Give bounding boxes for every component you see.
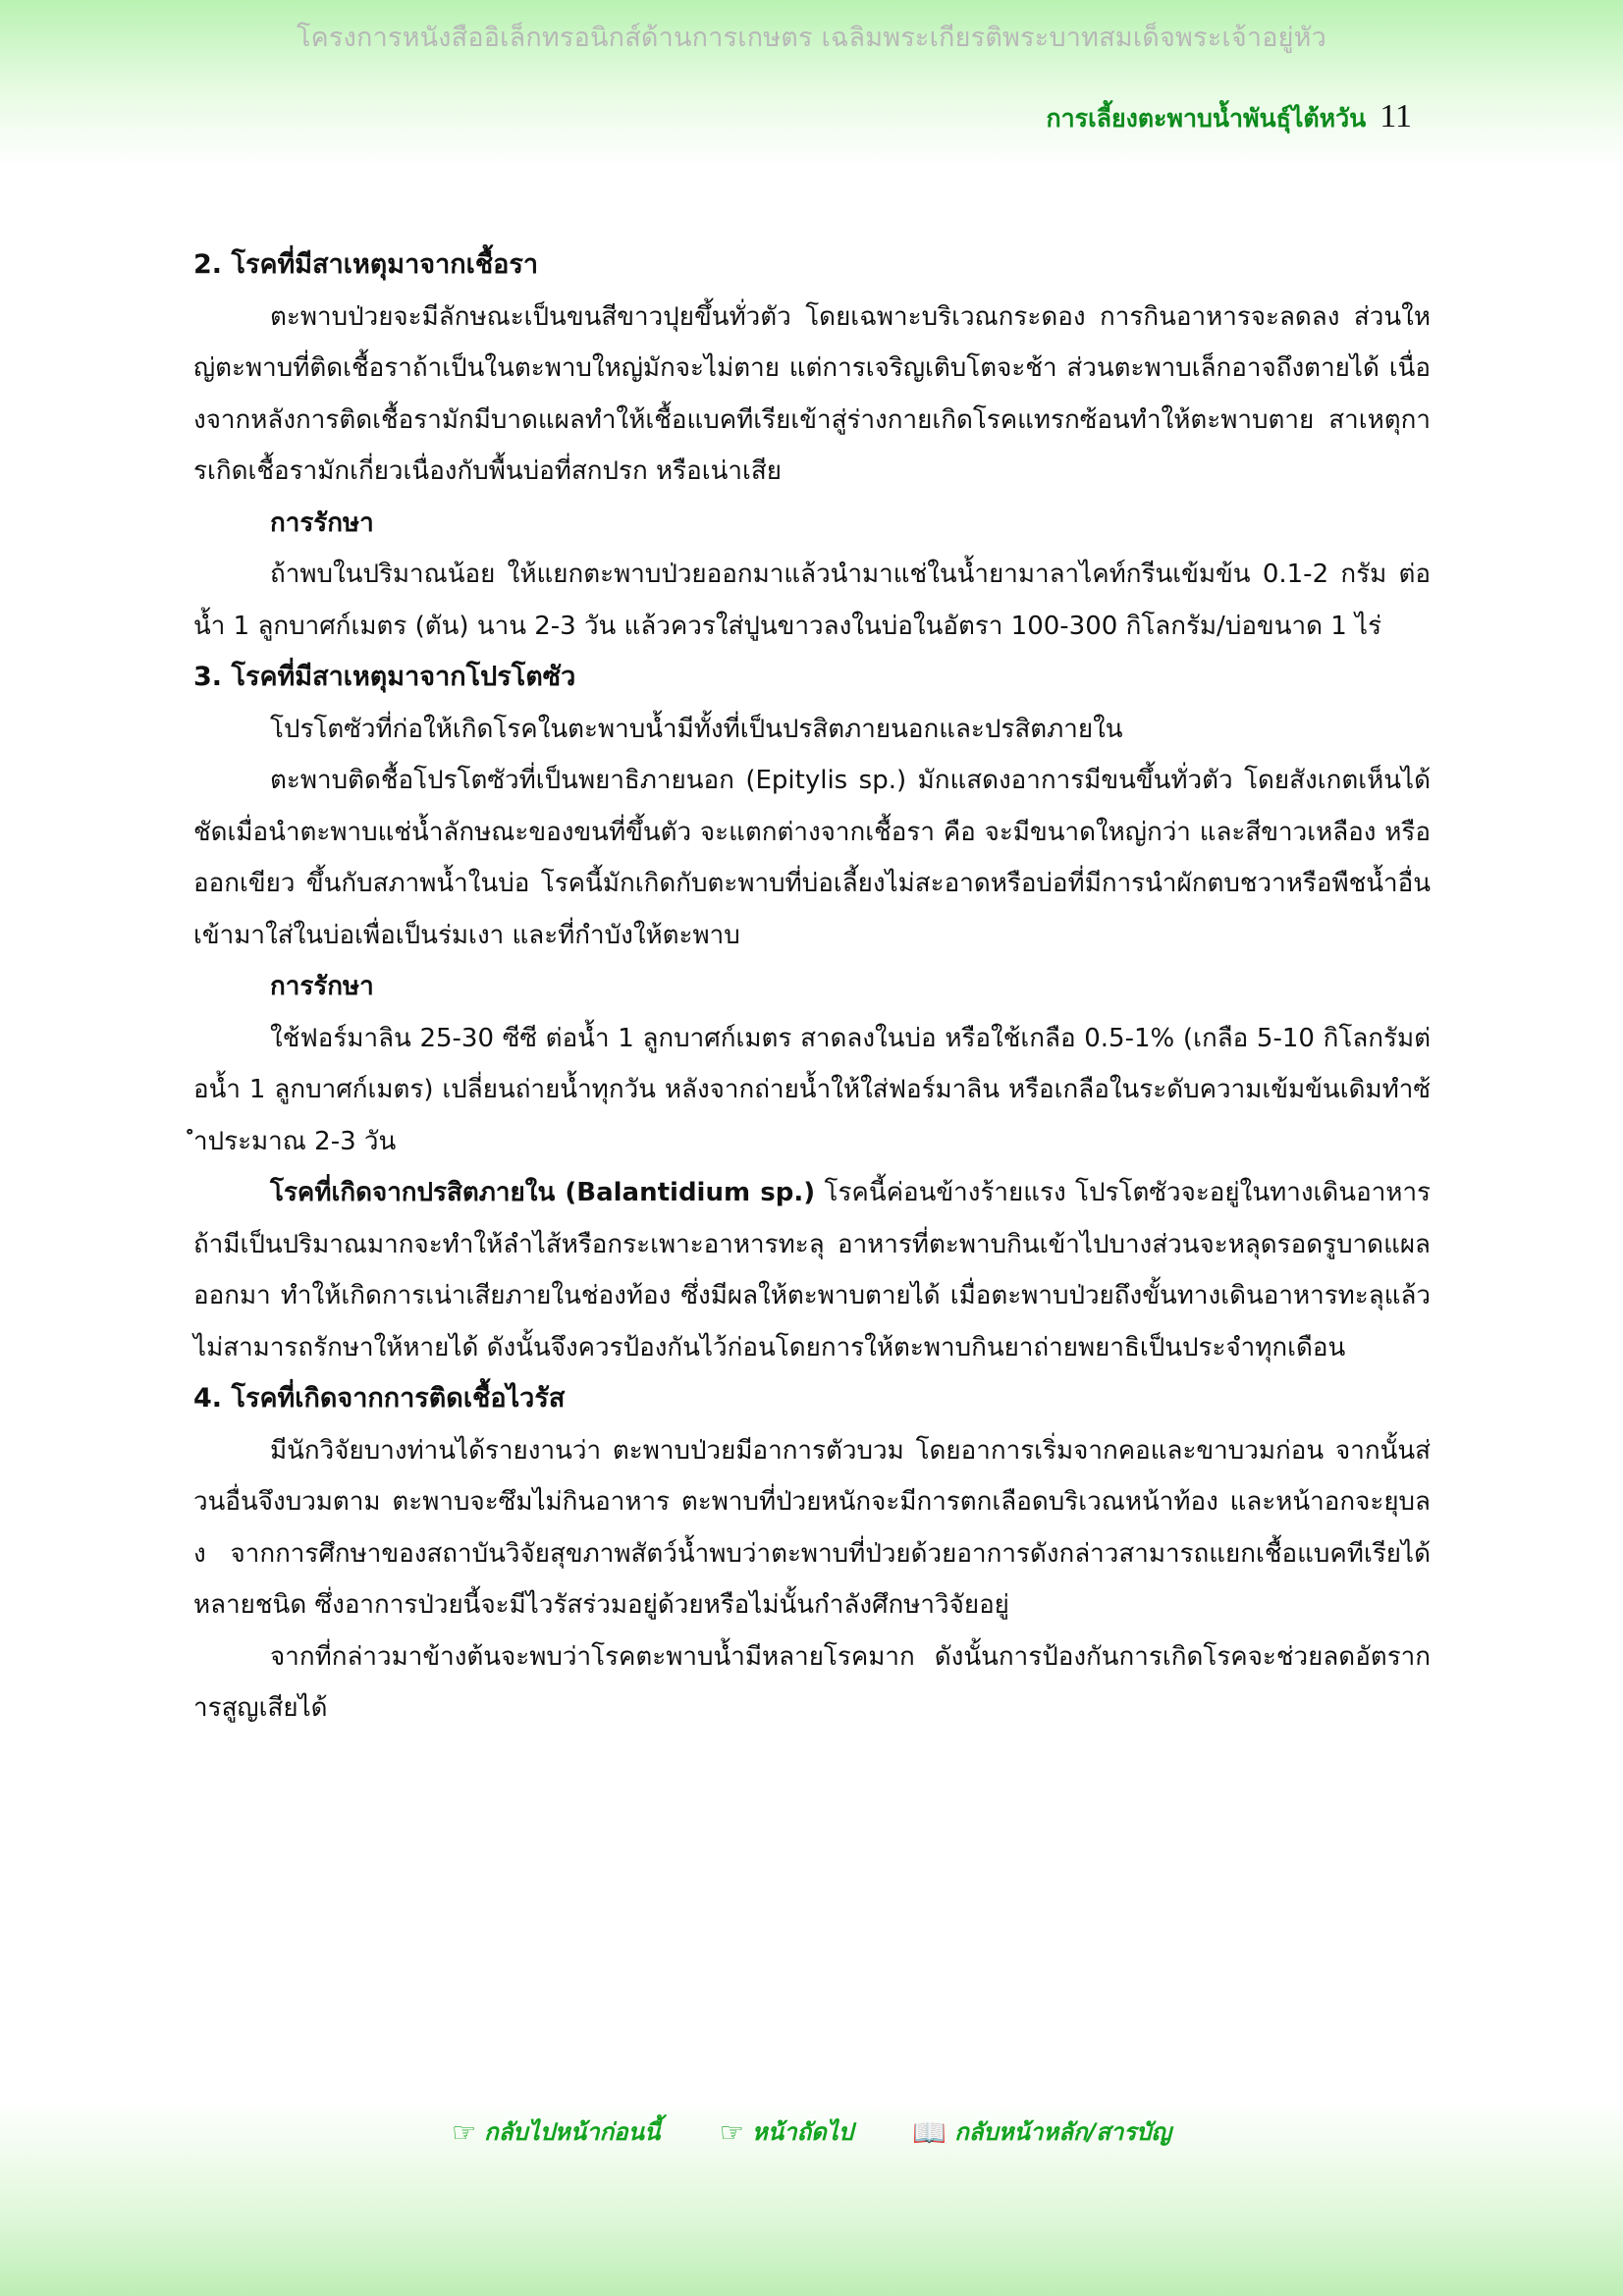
- back-link[interactable]: [452, 2112, 660, 2151]
- section-4-heading: 4. โรคที่เกิดจากการติดเชื้อไวรัส: [193, 1383, 566, 1414]
- internal-parasite-lead: โรคที่เกิดจากปรสิตภายใน (Balantidium sp.): [270, 1178, 816, 1207]
- home-link-label: กลับหน้าหลัก/สารบัญ: [954, 2118, 1171, 2146]
- section-2-heading: 2. โรคที่มีสาเหตุมาจากเชื้อรา: [193, 249, 539, 280]
- page-number: 11: [1380, 98, 1412, 134]
- section-4-paragraph: มีนักวิจัยบางท่านได้รายงานว่า ตะพาบป่วยมีอาการตัวบวม โดยอาการเริ่มจากคอและขาบวมก่อน จากนั้นส่วนอื่นจึงบวมตาม ตะพาบจะซึมไม่กินอาหาร ตะพาบที่ป่วยหนักจะมีการตกเลือดบริเวณหน้าท้อง และหน้าอกจะยุบลง จากการศึกษาของสถาบันวิจัยสุขภาพสัตว์น้ำพบว่าตะพาบที่ป่วยด้วยอาการดังกล่าวสามารถแยกเชื้อแบคทีเรียได้หลายชนิด ซึ่งอาการป่วยนี้จะมีไวรัสร่วมอยู่ด้วยหรือไม่นั้นกำลังศึกษาวิจัยอยู่: [193, 1435, 1431, 1620]
- series-banner: โครงการหนังสืออิเล็กทรอนิกส์ด้านการเกษตร เฉลิมพระเกียรติพระบาทสมเด็จพระเจ้าอยู่หัว: [296, 23, 1327, 53]
- back-link-label: กลับไปหน้าก่อนนี้: [484, 2118, 661, 2146]
- internal-parasite-text: โรคนี้ค่อนข้างร้ายแรง โปรโตซัวจะอยู่ในทางเดินอาหาร ถ้ามีเป็นปริมาณมากจะทำให้ลำไส้หรือกระเพาะอาหารทะลุ อาหารที่ตะพาบกินเข้าไปบางส่วนจะหลุดรอดรูบาดแผลออกมา ทำให้เกิดการเน่าเสียภายในช่องท้อง ซึ่งมีผลให้ตะพาบตายได้ เมื่อตะพาบป่วยถึงขั้นทางเดินอาหารทะลุแล้วไม่สามารถรักษาให้หายได้ ดังนั้นจึงควรป้องกันไว้ก่อนโดยการให้ตะพาบกินยาถ่ายพยาธิเป็นประจำทุกเดือน: [193, 1178, 1432, 1362]
- running-title: การเลี้ยงตะพาบน้ำพันธุ์ไต้หวัน: [1046, 104, 1367, 133]
- section-3-treatment-heading: การรักษา: [270, 972, 374, 1001]
- section-2-treatment-heading: การรักษา: [270, 507, 374, 538]
- section-3-internal-parasite: [193, 1167, 1431, 1373]
- running-header: [1047, 98, 1413, 138]
- next-link-label: หน้าถัดไป: [751, 2118, 853, 2146]
- section-3-external-parasite: ตะพาบติดชื้อโปรโตซัวที่เป็นพยาธิภายนอก (Epitylis sp.) มักแสดงอาการมีขนขึ้นทั่วตัว โดยสังเกตเห็นได้ชัดเมื่อนำตะพาบแช่น้ำลักษณะของขนที่ขึ้นตัว จะแตกต่างจากเชื้อรา คือ จะมีขนาดใหญ่กว่า และสีขาวเหลือง หรือออกเขียว ขึ้นกับสภาพน้ำในบ่อ โรคนี้มักเกิดกับตะพาบที่บ่อเลี้ยงไม่สะอาดหรือบ่อที่มีการนำผักตบชวาหรือพืชน้ำอื่นเข้ามาใส่ในบ่อเพื่อเป็นร่มเงา และที่กำบังให้ตะพาบ: [193, 766, 1431, 950]
- next-link[interactable]: [720, 2112, 853, 2151]
- page-content: [193, 240, 1431, 1735]
- home-link[interactable]: [912, 2112, 1171, 2151]
- section-2-treatment-text: ถ้าพบในปริมาณน้อย ให้แยกตะพาบป่วยออกมาแล้วนำมาแช่ในน้ำยามาลาไคท์กรีนเข้มข้น 0.1-2 กรัม ต่อน้ำ 1 ลูกบาศก์เมตร (ตัน) นาน 2-3 วัน แล้วควรใส่ปูนขาวลงในบ่อในอัตรา 100-300 กิโลกรัม/บ่อขนาด 1 ไร่: [193, 560, 1431, 641]
- pointing-hand-icon: ☞: [719, 2116, 744, 2149]
- section-3-intro: โปรโตซัวที่ก่อให้เกิดโรคในตะพาบน้ำมีทั้งที่เป็นปรสิตภายนอกและปรสิตภายใน: [270, 714, 1123, 744]
- section-4-conclusion: จากที่กล่าวมาข้างต้นจะพบว่าโรคตะพาบน้ำมีหลายโรคมาก ดังนั้นการป้องกันการเกิดโรคจะช่วยลดอัตราการสูญเสียได้: [193, 1641, 1431, 1723]
- section-2-paragraph: ตะพาบป่วยจะมีลักษณะเป็นขนสีขาวปุยขึ้นทั่วตัว โดยเฉพาะบริเวณกระดอง การกินอาหารจะลดลง ส่วนใหญ่ตะพาบที่ติดเชื้อราถ้าเป็นในตะพาบใหญ่มักจะไม่ตาย แต่การเจริญเติบโตจะช้า ส่วนตะพาบเล็กอาจถึงตายได้ เนื่องจากหลังการติดเชื้อรามักมีบาดแผลทำให้เชื้อแบคทีเรียเข้าสู่ร่างกายเกิดโรคแทรกซ้อนทำให้ตะพาบตาย สาเหตุการเกิดเชื้อรามักเกี่ยวเนื่องกับพื้นบ่อที่สกปรก หรือเน่าเสีย: [193, 301, 1431, 486]
- section-3-heading: 3. โรคที่มีสาเหตุมาจากโปรโตซัว: [193, 662, 576, 692]
- footer-nav: [0, 2112, 1623, 2151]
- open-book-icon: 📖: [912, 2116, 947, 2149]
- pointing-hand-icon: ☞: [452, 2116, 477, 2149]
- section-3-treatment-text: ใช้ฟอร์มาลิน 25-30 ซีซี ต่อน้ำ 1 ลูกบาศก์เมตร สาดลงในบ่อ หรือใช้เกลือ 0.5-1% (เกลือ 5-10 กิโลกรัมต่อน้ำ 1 ลูกบาศก์เมตร) เปลี่ยนถ่ายน้ำทุกวัน หลังจากถ่ายน้ำให้ใส่ฟอร์มาลิน หรือเกลือในระดับความเข้มข้นเดิมทำซ้ำประมาณ 2-3 วัน: [193, 1023, 1431, 1156]
